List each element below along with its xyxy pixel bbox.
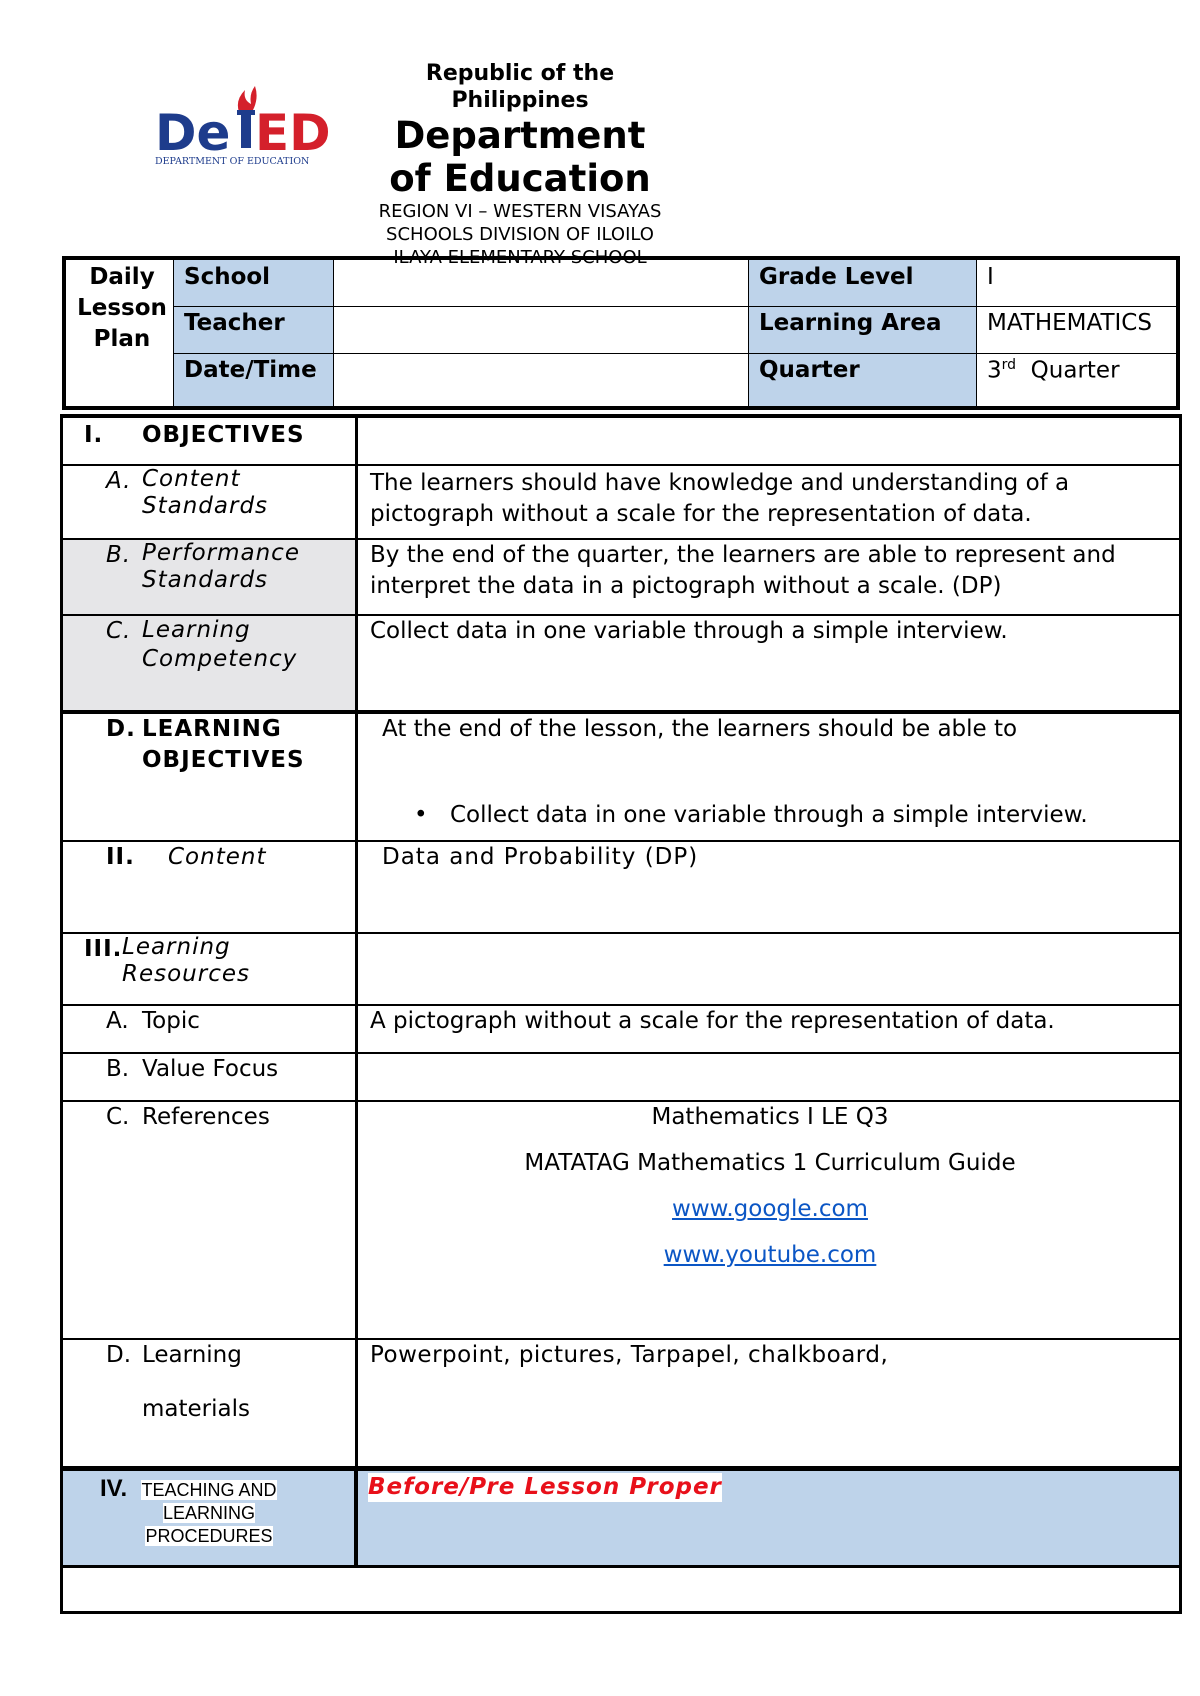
school-value[interactable] xyxy=(334,260,344,264)
lesson-plan-table xyxy=(60,414,1182,1614)
row-value-focus xyxy=(60,1054,1182,1102)
grade-label: Grade Level xyxy=(759,264,914,290)
learning-materials-label: Learning xyxy=(142,1342,242,1368)
quarter-value xyxy=(977,353,1120,384)
learning-objectives-bullet-item xyxy=(414,800,1088,831)
division-text: SCHOOLS DIVISION OF ILOILO xyxy=(386,224,654,245)
learning-objectives-label: LEARNING OBJECTIVES xyxy=(142,716,305,773)
topic-label: Topic xyxy=(142,1008,200,1034)
bullet-icon: • xyxy=(414,802,428,828)
value-focus-label: Value Focus xyxy=(142,1056,279,1082)
references-num: C. xyxy=(106,1104,130,1130)
grade-value: I xyxy=(987,264,994,290)
procedures-label: TEACHING AND LEARNING PROCEDURES xyxy=(141,1480,277,1546)
objectives-num: I. xyxy=(84,422,104,448)
references-label: References xyxy=(142,1104,270,1130)
reference-item-2: MATATAG Mathematics 1 Curriculum Guide xyxy=(524,1150,1016,1176)
teacher-label: Teacher xyxy=(184,310,285,336)
learning-resources-label: Learning Resources xyxy=(122,934,250,987)
row-procedures xyxy=(60,1468,1182,1568)
dlp-label: Daily Lesson Plan xyxy=(77,264,167,352)
info-table xyxy=(62,256,1180,410)
header-block xyxy=(370,60,670,269)
objectives-label-cell xyxy=(60,414,358,464)
reference-item-1: Mathematics I LE Q3 xyxy=(651,1104,889,1130)
area-label: Learning Area xyxy=(759,310,942,336)
content-standards-label: Content Standards xyxy=(142,466,269,519)
row-content xyxy=(60,842,1182,934)
region-text: REGION VI – WESTERN VISAYAS xyxy=(378,201,662,222)
row-learning-objectives xyxy=(60,712,1182,842)
department-title: Department of Education xyxy=(389,114,651,200)
objectives-label: OBJECTIVES xyxy=(142,422,305,448)
row-learning-resources xyxy=(60,934,1182,1006)
logo-ed-text: ED xyxy=(255,104,331,162)
value-focus-num: B. xyxy=(106,1056,130,1082)
deped-logo xyxy=(155,82,345,180)
learning-materials-label2: materials xyxy=(142,1396,250,1422)
content-num: II. xyxy=(106,844,135,870)
row-learning-materials xyxy=(60,1340,1182,1468)
quarter-word: Quarter xyxy=(1030,357,1120,384)
logo-dep-text: De xyxy=(155,104,231,162)
quarter-num: 3 xyxy=(987,357,1002,384)
learning-competency-num: C. xyxy=(106,618,132,644)
row-topic xyxy=(60,1006,1182,1054)
topic-num: A. xyxy=(106,1008,129,1034)
content-text: Data and Probability (DP) xyxy=(382,844,699,870)
performance-standards-num: B. xyxy=(106,542,132,568)
deped-logo-icon xyxy=(155,82,345,180)
learning-objectives-intro: At the end of the lesson, the learners should be able to xyxy=(382,716,1018,742)
reference-link-google[interactable]: www.google.com xyxy=(672,1196,868,1222)
learning-competency-text: Collect data in one variable through a simple interview. xyxy=(370,618,1008,644)
learning-objectives-bullet: Collect data in one variable through a simple interview. xyxy=(450,802,1088,828)
republic-text: Republic of the Philippines xyxy=(425,61,615,113)
logo-subtext: DEPARTMENT OF EDUCATION xyxy=(155,156,310,167)
performance-standards-label: Performance Standards xyxy=(142,540,300,593)
row-learning-competency xyxy=(60,616,1182,712)
content-standards-num: A. xyxy=(106,468,132,494)
learning-resources-num: III. xyxy=(84,936,123,962)
row-references xyxy=(60,1102,1182,1340)
objectives-value-cell xyxy=(358,414,1182,464)
learning-objectives-num: D. xyxy=(106,716,136,742)
school-label: School xyxy=(184,264,271,290)
learning-materials-text: Powerpoint, pictures, Tarpapel, chalkboard, xyxy=(370,1342,889,1368)
learning-materials-num: D. xyxy=(106,1342,132,1368)
procedures-text: Before/Pre Lesson Proper xyxy=(368,1474,722,1500)
content-standards-text: The learners should have knowledge and understanding of a pictograph without a scale for the representation of data. xyxy=(370,470,1070,527)
topic-text: A pictograph without a scale for the representation of data. xyxy=(370,1008,1055,1034)
reference-link-youtube[interactable]: www.youtube.com xyxy=(663,1242,877,1268)
performance-standards-text: By the end of the quarter, the learners are able to represent and interpret the data in a pictograph without a scale. (DP) xyxy=(370,542,1116,599)
quarter-sup: rd xyxy=(1001,357,1017,373)
datetime-label: Date/Time xyxy=(184,357,317,383)
school-name-text: ILAYA ELEMENTARY SCHOOL xyxy=(393,247,647,268)
content-label: Content xyxy=(168,844,267,870)
learning-competency-label: Learning Competency xyxy=(142,617,298,672)
area-value: MATHEMATICS xyxy=(987,310,1152,336)
dlp-cell xyxy=(66,260,174,406)
row-performance-standards xyxy=(60,540,1182,616)
row-content-standards xyxy=(60,466,1182,540)
quarter-label: Quarter xyxy=(759,357,860,383)
row-objectives xyxy=(60,414,1182,466)
procedures-num: IV. xyxy=(100,1475,128,1502)
